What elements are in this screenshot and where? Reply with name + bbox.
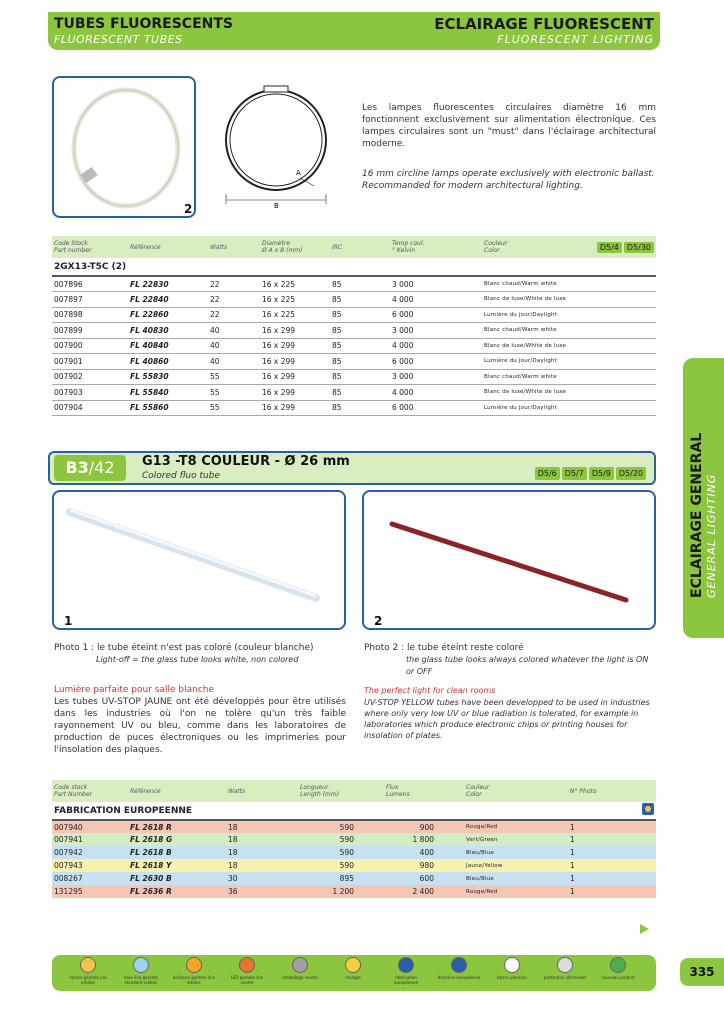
photo-number: 2 [184,202,193,216]
cell-irc: 85 [330,400,390,416]
cell-code: 007941 [54,835,83,844]
header-watts: Watts [210,243,228,251]
cell-ref: FL 2618 Y [130,861,172,870]
legend-icon [557,957,573,973]
section-code-page: /42 [88,458,115,477]
legend-label: nouveau produit [601,975,635,980]
legend-label: brillance gamme éco orbitec [172,975,216,985]
cell-flux: 600 [419,874,434,883]
ds-badge: D5/30 [624,242,654,253]
cell-length: 590 [339,861,354,870]
table-row [52,400,656,416]
cell-photo: 1 [570,861,575,870]
cell-ref: FL 55840 [128,385,208,401]
cell-length: 590 [339,835,354,844]
cell-dia: 16 x 299 [260,338,330,354]
cell-code: 007942 [54,848,83,857]
header-diameter: Diamètre [262,240,291,247]
photo-1-number: 1 [64,614,73,628]
table-row [52,354,656,370]
cell-dia: 16 x 299 [260,354,330,370]
header-flux: Flux [386,784,399,791]
cell-color: Lumière du jour/Daylight [482,354,576,370]
cell-irc: 85 [330,369,390,385]
legend-label: marque [345,975,361,980]
cell-dia: 16 x 299 [260,369,330,385]
cell-ref: FL 55830 [128,369,208,385]
next-arrow-icon [640,924,649,934]
cell-length: 590 [339,822,354,832]
header-watts: Watts [228,787,246,795]
header-right-subtitle: FLUORESCENT LIGHTING [497,33,654,46]
cell-watts: 40 [208,323,260,339]
cell-ref: FL 22830 [128,276,208,292]
table-row [52,846,656,859]
cell-empty [576,369,656,385]
side-category-tab [683,358,724,638]
cell-photo: 1 [570,874,575,883]
cell-color: Blanc de luxe/White de luxe [482,292,576,308]
section-subtitle: Colored fluo tube [142,471,220,481]
cell-code: 007898 [52,307,128,323]
cell-color: Lumière du jour/Daylight [482,400,576,416]
cell-watts: 36 [228,887,238,896]
circline-table [52,236,656,416]
legend-label: basse pression [497,975,527,980]
circline-dimension-diagram [214,82,338,212]
cell-code: 007904 [52,400,128,416]
cell-temp: 6 000 [390,354,482,370]
circline-photo [52,76,196,218]
cell-color: Blanc de luxe/White de luxe [482,338,576,354]
european-flag-icon [642,803,654,815]
page-header [48,12,660,50]
cell-temp: 4 000 [390,292,482,308]
cell-code: 008267 [54,874,83,883]
cell-temp: 4 000 [390,385,482,401]
header-photo-number: N° Photo [570,787,597,795]
table-row [52,276,656,292]
header-color: Couleur [484,240,508,247]
footer-legend [52,955,656,991]
cell-color: Lumière du jour/Daylight [482,307,576,323]
cell-color: Jaune/Yellow [466,862,503,869]
legend-icon [186,957,202,973]
cell-irc: 85 [330,354,390,370]
cell-ref: FL 2618 B [130,848,172,857]
legend-icon [239,957,255,973]
cell-watts: 55 [208,385,260,401]
red-tube-image [364,492,654,628]
cell-irc: 85 [330,385,390,401]
cell-watts: 40 [208,354,260,370]
legend-label: non/or gamme pro orbitec [69,975,107,985]
cell-color: Rouge/Red [466,888,498,895]
g13-color-table [52,780,656,898]
header-temp: Temp coul. [392,240,425,247]
cell-color: Bleu/Blue [466,849,494,856]
cell-dia: 16 x 299 [260,385,330,401]
cell-dia: 16 x 299 [260,323,330,339]
header-left-title: TUBES FLUORESCENTS [54,16,233,32]
cell-temp: 3 000 [390,323,482,339]
cell-flux: 900 [419,822,434,832]
group-row [52,802,656,820]
cell-ref: FL 2618 R [130,822,172,832]
ds-badges [533,461,646,480]
legend-icon [345,957,361,973]
legend-item [225,957,269,985]
cell-dia: 16 x 299 [260,400,330,416]
legend-icon [610,957,626,973]
table-row [52,833,656,846]
cell-ref: FL 40840 [128,338,208,354]
cell-photo: 1 [570,848,575,857]
g13-color-table-body [52,820,656,898]
header-part-number: Part Number [54,791,93,798]
table-header [52,236,656,258]
caption-photo-2-fr: Photo 2 : le tube éteint reste coloré [364,643,524,653]
legend-icon [292,957,308,973]
table-row [52,323,656,339]
cell-code: 007899 [52,323,128,339]
white-tube-image [54,492,344,628]
legend-label: emballage neutre [282,975,318,980]
cell-flux: 980 [419,861,434,870]
cell-temp: 3 000 [390,276,482,292]
ds-badge: D5/6 [535,467,560,480]
header-color: Couleur [466,784,490,791]
cell-irc: 85 [330,307,390,323]
photo-2-number: 2 [374,614,383,628]
group-row [52,258,656,276]
table-row [52,338,656,354]
header-code: Code Stock [54,240,88,247]
header-kelvin: ° Kelvin [392,247,416,254]
cell-code: 007900 [52,338,128,354]
clean-room-heading-fr: Lumière parfaite pour salle blanche [54,685,215,695]
cell-code: 007903 [52,385,128,401]
legend-item [66,957,110,985]
circline-table-body [52,276,656,416]
cell-empty [576,276,656,292]
header-irc: IRC [332,243,343,251]
legend-item [543,957,587,980]
ds-badge: D5/7 [562,467,587,480]
ds-badge: D5/4 [597,242,622,253]
cell-flux: 2 400 [412,887,434,896]
header-length-unit: Length (mm) [300,791,340,798]
cell-code: 007901 [52,354,128,370]
header-part-number: Part number [54,247,92,254]
cell-code: 007940 [54,822,83,832]
cell-ref: FL 2618 G [130,835,173,844]
cell-ref: FL 2630 B [130,874,172,883]
side-tab-title: ECLAIRAGE GENERAL [689,432,705,598]
cell-ref: FL 55860 [128,400,208,416]
cell-color: Rouge/Red [466,824,498,830]
cell-watts: 18 [228,848,238,857]
table-row [52,859,656,872]
photo-1-white-tube [52,490,346,630]
header-length: Longueur [300,784,329,791]
description-fr: Les lampes fluorescentes circulaires diamètre 16 mm fonctionnent exclusivement sur alimentation électronique. Ces lampes circulaires sont un "must" dans l'éclairage architectural moderne. [362,103,656,149]
clean-room-body-en: UV-STOP YELLOW tubes have been developped to be used in industries where only very low UV or blue radiation is tolerated, for example in laboratories which produce electronic chips or printing houses for insolation of plates. [364,698,650,740]
cell-watts: 55 [208,400,260,416]
legend-label: LED gamme éco neutre [230,975,264,985]
legend-label: protection ultraviolet [543,975,587,980]
table-row [52,872,656,885]
cell-temp: 6 000 [390,307,482,323]
section-title: G13 -T8 COULEUR - Ø 26 mm [142,454,350,469]
cell-code: 131295 [54,887,83,896]
cell-ref: FL 2636 R [130,887,172,896]
page-number: 335 [680,958,724,986]
cell-dia: 16 x 225 [260,292,330,308]
cell-empty [576,338,656,354]
cell-dia: 16 x 225 [260,276,330,292]
legend-item [596,957,640,980]
cell-irc: 85 [330,292,390,308]
table-row [52,307,656,323]
legend-label: fabrication européenne [394,975,418,985]
table-row [52,820,656,833]
circline-lamp-image [54,78,194,216]
cell-color: Blanc chaud/Warm white [482,369,576,385]
legend-icon [451,957,467,973]
clean-room-heading-en: The perfect light for clean rooms [364,686,496,695]
legend-icon [504,957,520,973]
cell-code: 007943 [54,861,83,870]
cell-code: 007896 [52,276,128,292]
clean-room-body-fr: Les tubes UV-STOP JAUNE ont été développés pour être utilisés dans les industries où l'on ne tolère qu'un très faible rayonnement UV ou bleu, comme dans les laboratoires de production de puces électroniques ou les imprimeries pour l'insolation des plaques. [54,697,346,755]
cell-watts: 22 [208,292,260,308]
caption-photo-2-en: the glass tube looks always colored whatever the light is ON or OFF [406,655,649,676]
group-label: FABRICATION EUROPEENNE [52,802,568,820]
legend-item [119,957,163,985]
caption-photo-1-fr: Photo 1 : le tube éteint n'est pas coloré (couleur blanche) [54,643,314,653]
header-color-en: Color [484,247,500,254]
cell-watts: 55 [208,369,260,385]
cell-temp: 3 000 [390,369,482,385]
cell-ref: FL 22840 [128,292,208,308]
legend-label: directive européenne [437,975,481,980]
table-row [52,292,656,308]
cell-watts: 30 [228,874,238,883]
photo-2-colored-tube [362,490,656,630]
cell-ref: FL 22860 [128,307,208,323]
cell-empty [576,385,656,401]
legend-item [490,957,534,980]
cell-ref: FL 40860 [128,354,208,370]
legend-item [172,957,216,985]
legend-item [331,957,375,980]
legend-label: blue line gamme standard orbitec [124,975,158,985]
cell-empty [576,354,656,370]
cell-dia: 16 x 225 [260,307,330,323]
cell-code: 007897 [52,292,128,308]
cell-irc: 85 [330,338,390,354]
cell-flux: 1 800 [412,835,434,844]
legend-item [384,957,428,985]
cell-empty [576,323,656,339]
cell-photo: 1 [570,822,575,832]
header-reference: Référence [130,787,161,795]
legend-item [437,957,481,980]
section-band-g13 [48,451,656,485]
cell-color: Blanc de luxe/White de luxe [482,385,576,401]
cell-watts: 18 [228,835,238,844]
diagram-label-b: B [274,202,279,210]
cell-length: 1 200 [332,887,354,896]
table-row [52,385,656,401]
cell-ref: FL 40830 [128,323,208,339]
cell-watts: 40 [208,338,260,354]
header-reference: Référence [130,243,161,251]
cell-flux: 400 [419,848,434,857]
cell-length: 590 [339,848,354,857]
cell-empty [576,292,656,308]
cell-watts: 18 [228,861,238,870]
cell-irc: 85 [330,323,390,339]
cell-watts: 22 [208,276,260,292]
header-right-title: ECLAIRAGE FLUORESCENT [434,15,654,33]
cell-color: Bleu/Blue [466,875,494,882]
cell-empty [576,307,656,323]
cell-irc: 85 [330,276,390,292]
header-diameter-unit: Ø A x B (mm) [262,247,303,254]
description-en: 16 mm circline lamps operate exclusively with electronic ballast. Recommanded for modern architectural lighting. [362,169,655,191]
cell-watts: 22 [208,307,260,323]
ds-badge: D5/20 [616,467,646,480]
table-row [52,885,656,898]
header-code: Code stock [54,784,88,791]
header-color-en: Color [466,791,482,798]
header-lumens: Lumens [386,791,410,798]
section-code-main: B3 [65,458,89,477]
section-code [54,455,126,481]
cell-color: Blanc chaud/Warm white [482,323,576,339]
ds-badge: D5/9 [589,467,614,480]
table-header [52,780,656,802]
cell-empty [576,400,656,416]
legend-icon [80,957,96,973]
diagram-label-a: A [296,169,301,177]
cell-temp: 4 000 [390,338,482,354]
table-row [52,369,656,385]
side-tab-subtitle: GENERAL LIGHTING [705,473,718,598]
cell-photo: 1 [570,835,575,844]
cell-temp: 6 000 [390,400,482,416]
cell-photo: 1 [570,887,575,896]
header-left-subtitle: FLUORESCENT TUBES [54,33,183,46]
legend-icon [133,957,149,973]
cell-watts: 18 [228,822,238,832]
cell-color: Blanc chaud/Warm white [482,276,576,292]
group-label: 2GX13-T5C (2) [52,258,656,276]
cell-color: Vert/Green [466,836,498,843]
caption-photo-1-en: Light-off = the glass tube looks white, non colored [96,655,299,664]
cell-length: 895 [339,874,354,883]
legend-icon [398,957,414,973]
legend-item [278,957,322,980]
cell-code: 007902 [52,369,128,385]
